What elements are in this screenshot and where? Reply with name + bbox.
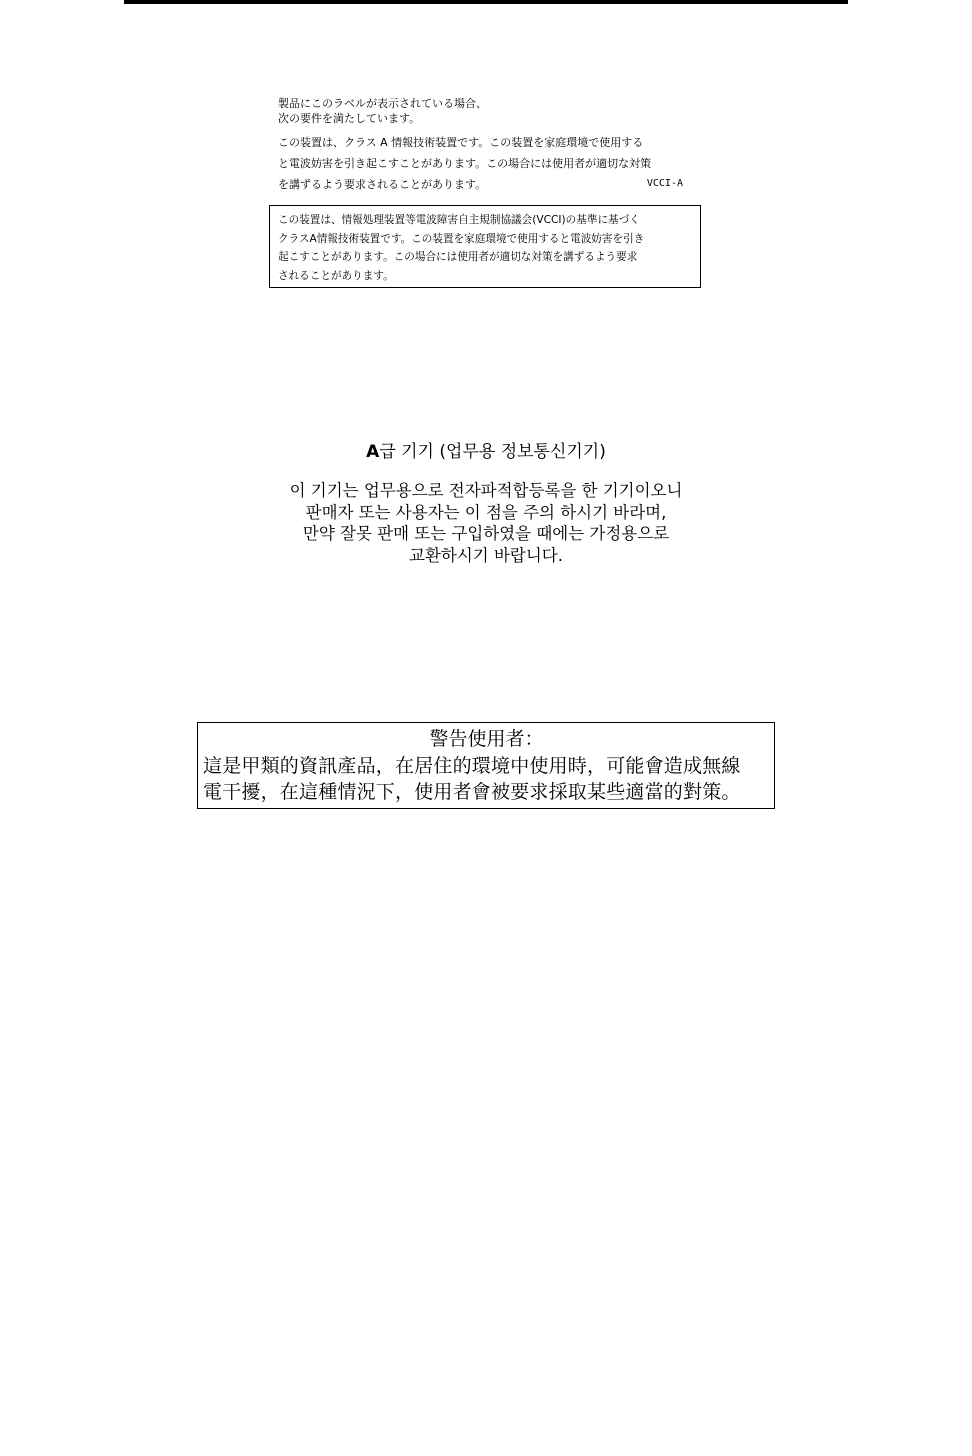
korean-title-rest: 급 기기 (업무용 정보통신기기) xyxy=(379,442,606,462)
korean-notice xyxy=(200,438,772,566)
korean-title-class: A xyxy=(366,442,380,462)
chinese-warning-box xyxy=(197,722,775,809)
vcci-notice xyxy=(278,96,703,195)
chinese-warning-title: 警告使用者： xyxy=(429,728,544,750)
korean-title xyxy=(200,438,772,466)
korean-body: 이 기기는 업무용으로 전자파적합등록을 한 기기이오니 판매자 또는 사용자는 이 점을 주의 하시기 바라며, 만약 잘못 판매 또는 구입하였을 때에는 가정용으로 교환하시기 바랍니다. xyxy=(289,481,683,565)
top-rule xyxy=(124,0,848,4)
chinese-warning-body: 這是甲類的資訊產品，在居住的環境中使用時，可能會造成無線 電干擾，在這種情況下，使用者會被要求採取某些適當的對策。 xyxy=(203,755,741,803)
vcci-box-text: この装置は、情報処理装置等電波障害自主規制協議会(VCCI)の基準に基づく クラスA情報技術装置です。この装置を家庭環境で使用すると電波妨害を引き 起こすことがあります。この場合には使用者が適切な対策を講ずるよう要求 されることがあります。 xyxy=(269,205,701,288)
vcci-mark: VCCI-A xyxy=(646,178,683,189)
vcci-intro: 製品にこのラベルが表示されている場合、 次の要件を満たしています。 xyxy=(278,97,487,125)
vcci-statement: この装置は、クラス A 情報技術装置です。この装置を家庭環境で使用する と電波妨害を引き起こすことがあります。この場合には使用者が適切な対策 を講ずるよう要求されることがあります。 xyxy=(278,136,652,191)
